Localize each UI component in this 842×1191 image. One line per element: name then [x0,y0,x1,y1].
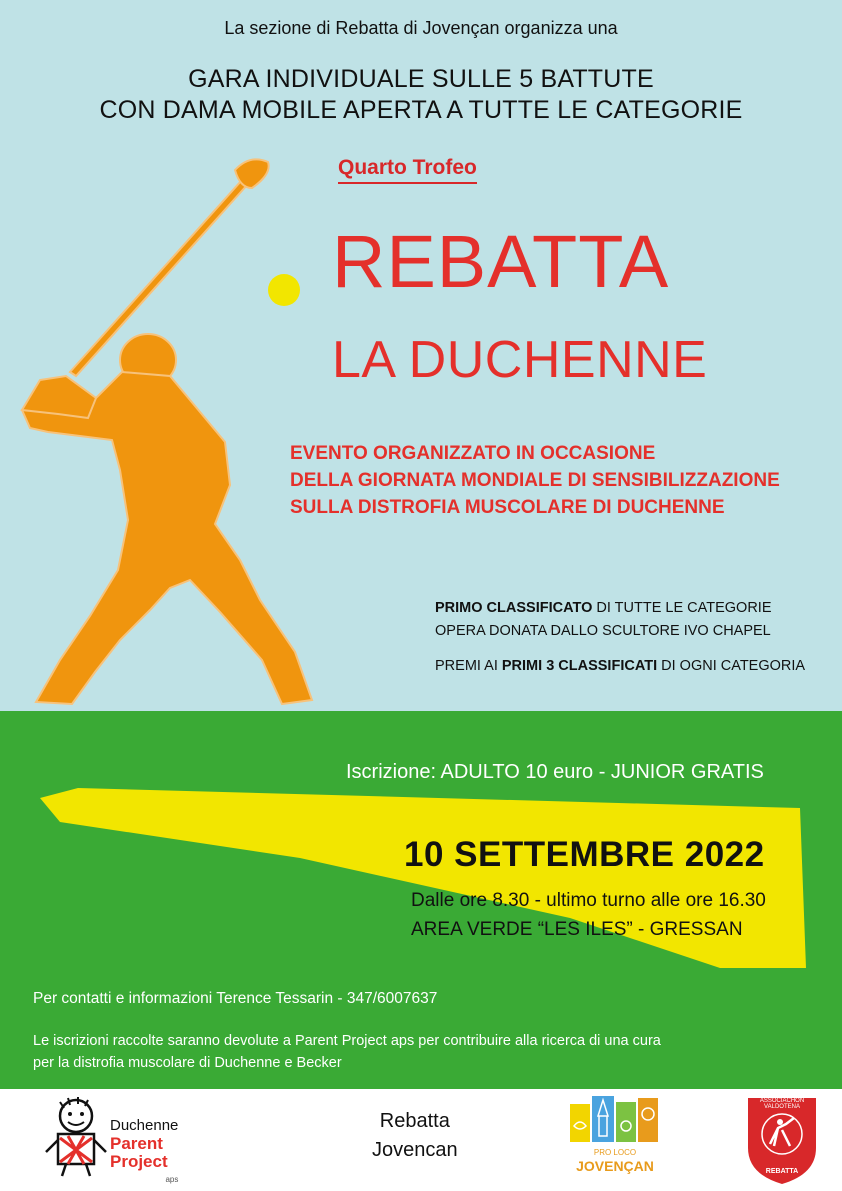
association-shield-bottom-text: REBATTA [765,1168,799,1175]
event-time: Dalle ore 8.30 - ultimo turno alle ore 16.30 [411,890,766,911]
duchenne-logo-aps: aps [165,1175,179,1184]
duchenne-logo-line-1: Duchenne [110,1117,179,1134]
prize-info [435,597,805,678]
event-line-1: EVENTO ORGANIZZATO IN OCCASIONE [290,443,656,464]
association-shield-top-text: ASSOCIACHON VALDOTENA [759,1098,805,1110]
proloco-logo-name: JOVENÇAN [576,1158,654,1174]
duchenne-logo-line-2: Parent [110,1134,163,1153]
donation-note [33,1030,661,1074]
donation-note-line-2: per la distrofia muscolare di Duchenne e Becker [33,1055,342,1071]
headline-line-2: CON DAMA MOBILE APERTA A TUTTE LE CATEGORIE [99,96,743,124]
prize-line-3 [435,655,805,678]
proloco-logo-icon [570,1096,660,1148]
duchenne-logo-line-3: Project [110,1152,168,1171]
title-la-duchenne: LA DUCHENNE [332,331,708,389]
event-time-location [411,886,766,944]
rebatta-logo-line-1: Rebatta [379,1110,450,1132]
prize-line-1 [435,597,805,620]
rebatta-jovencan-logo [372,1107,458,1165]
duchenne-logo-text [110,1117,178,1189]
headline-line-1: GARA INDIVIDUALE SULLE 5 BATTUTE [188,65,654,93]
duchenne-logo-icon [44,1096,108,1178]
prize-third-pre: PREMI AI [435,658,502,674]
event-description [290,440,780,521]
prize-third-bold: PRIMI 3 CLASSIFICATI [501,658,658,674]
prize-third-post: DI OGNI CATEGORIA [657,658,806,674]
donation-note-line-1: Le iscrizioni raccolte saranno devolute a Parent Project aps per contribuire alla ricerca di una cura [33,1033,661,1049]
registration-fees: Iscrizione: ADULTO 10 euro - JUNIOR GRATIS [346,761,764,783]
proloco-logo-small: PRO LOCO [593,1148,637,1157]
player-silhouette [0,140,340,720]
prize-line-2: OPERA DONATA DALLO SCULTORE IVO CHAPEL [435,623,771,639]
event-line-3: SULLA DISTROFIA MUSCOLARE DI DUCHENNE [290,497,725,518]
title-rebatta: REBATTA [332,220,670,303]
prize-first-rest: DI TUTTE LE CATEGORIE [592,600,772,616]
contact-info: Per contatti e informazioni Terence Tessarin - 347/6007637 [33,990,438,1007]
event-location: AREA VERDE “LES ILES” - GRESSAN [411,919,743,940]
trophy-label: Quarto Trofeo [338,156,477,184]
event-date: 10 SETTEMBRE 2022 [404,835,765,874]
ball-graphic [268,274,300,306]
intro-text: La sezione di Rebatta di Jovençan organizza una [224,18,618,38]
event-line-2: DELLA GIORNATA MONDIALE DI SENSIBILIZZAZIONE [290,470,780,491]
prize-first-bold: PRIMO CLASSIFICATO [435,600,593,616]
rebatta-logo-line-2: Jovencan [372,1139,458,1161]
headline [0,64,842,126]
